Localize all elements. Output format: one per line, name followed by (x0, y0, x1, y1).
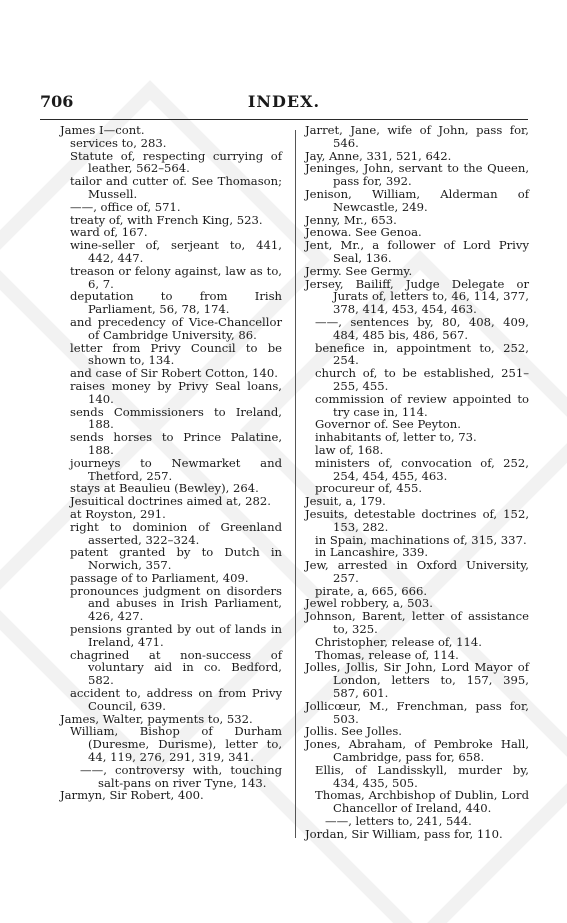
index-entry: Jarmyn, Sir Robert, 400. (60, 788, 204, 803)
index-entry: in Lancashire, 339. (315, 545, 429, 560)
index-entry: William, Bishop of Durham (Duresme, Durisme), letter to, 44, 119, 276, 291, 319, 341. (70, 724, 282, 765)
index-entry: Jent, Mr., a follower of Lord Privy Seal, 136. (305, 238, 529, 265)
index-entry: Jordan, Sir William, pass for, 110. (305, 826, 503, 841)
index-entry: Jeninges, John, servant to the Queen, pass for, 392. (305, 161, 529, 189)
index-entry: Jolles, Jollis, Sir John, Lord Mayor of London, letters to, 157, 395, 587, 601. (305, 660, 529, 701)
index-entry: deputation to from Irish Parliament, 56, 78, 174. (70, 289, 282, 317)
index-entry: passage of to Parliament, 409. (70, 570, 249, 585)
index-entry: benefice in, appointment to, 252, 254. (315, 340, 529, 368)
index-entry: raises money by Privy Seal loans, 140. (70, 378, 282, 406)
index-entry: wine-seller of, serjeant to, 441, 442, 447. (70, 238, 282, 265)
index-entry: Jenison, William, Alderman of Newcastle, 249. (305, 186, 529, 214)
index-entry: Thomas, Archbishop of Dublin, Lord Chancellor of Ireland, 440. (315, 788, 529, 816)
header-rule (40, 119, 528, 120)
page-title: INDEX. (247, 92, 321, 111)
index-entry: and case of Sir Robert Cotton, 140. (70, 366, 278, 381)
index-entry: Jay, Anne, 331, 521, 642. (305, 148, 452, 163)
index-entry: inhabitants of, letter to, 73. (315, 430, 477, 445)
index-entry: pirate, a, 665, 666. (315, 583, 428, 598)
page-header (40, 92, 528, 118)
index-entry: James, Walter, payments to, 532. (60, 711, 253, 726)
index-entry: church of, to be established, 251–255, 455. (315, 366, 529, 393)
index-entry: ward of, 167. (70, 225, 148, 240)
index-entry: Statute of, respecting currying of leather, 562–564. (70, 148, 282, 176)
index-entry: Christopher, release of, 114. (315, 634, 482, 649)
index-entry: right to dominion of Greenland asserted, 322–324. (70, 519, 282, 547)
index-entry: pensions granted by out of lands in Ireland, 471. (70, 622, 282, 649)
index-column-right (305, 124, 529, 841)
index-entry: Jermy. See Germy. (305, 263, 413, 278)
index-entry: stays at Beaulieu (Bewley), 264. (70, 481, 259, 496)
index-entry: law of, 168. (315, 442, 384, 457)
index-entry: Governor of. See Peyton. (315, 417, 461, 432)
index-entry: Jenowa. See Genoa. (305, 225, 422, 240)
index-entry: treaty of, with French King, 523. (70, 212, 263, 227)
index-entry: Jewel robbery, a, 503. (305, 596, 433, 611)
index-entry: journeys to Newmarket and Thetford, 257. (70, 455, 282, 483)
index-entry: pronounces judgment on disorders and abuses in Irish Parliament, 426, 427. (70, 583, 282, 624)
index-entry: ministers of, convocation of, 252, 254, 454, 455, 463. (315, 455, 529, 483)
index-entry: in Spain, machinations of, 315, 337. (315, 532, 527, 547)
index-entry: Jew, arrested in Oxford University, 257. (305, 558, 529, 585)
index-entry: Jollis. See Jolles. (305, 724, 402, 739)
index-entry: sends horses to Prince Palatine, 188. (70, 430, 282, 457)
index-entry: chagrined at non-success of voluntary aid in co. Bedford, 582. (70, 647, 282, 688)
index-entry: Jesuits, detestable doctrines of, 152, 153, 282. (305, 506, 529, 534)
index-entry: treason or felony against, law as to, 6, 7. (70, 263, 282, 291)
column-divider (295, 130, 296, 838)
index-entry: Jersey, Bailiff, Judge Delegate or Jurats of, letters to, 46, 114, 377, 378, 414, 453, 454, 463. (305, 276, 529, 317)
index-entry: ——, letters to, 241, 544. (325, 814, 472, 829)
index-entry: ——, sentences by, 80, 408, 409, 484, 485 bis, 486, 567. (315, 314, 529, 342)
index-entry: ——, office of, 571. (70, 199, 181, 214)
index-entry: tailor and cutter of. See Thomason; Mussell. (70, 174, 282, 201)
index-column-left (60, 124, 282, 802)
index-entry: Jesuitical doctrines aimed at, 282. (70, 494, 271, 509)
index-entry: and precedency of Vice-Chancellor of Cambridge University, 86. (70, 314, 282, 342)
index-entry: services to, 283. (70, 135, 167, 150)
index-entry: Jenny, Mr., 653. (305, 212, 397, 227)
index-entry: Jesuit, a, 179. (305, 494, 386, 509)
index-entry: sends Commissioners to Ireland, 188. (70, 404, 282, 432)
index-entry: procureur of, 455. (315, 481, 423, 496)
index-entry: Johnson, Barent, letter of assistance to, 325. (305, 609, 529, 637)
index-entry: Ellis, of Landisskyll, murder by, 434, 435, 505. (315, 762, 529, 790)
index-entry: James I—cont. (60, 123, 145, 137)
page-number: 706 (40, 92, 74, 111)
index-entry: commission of review appointed to try case in, 114. (315, 391, 529, 419)
index-entry: Jarret, Jane, wife of John, pass for, 546. (305, 123, 529, 150)
index-entry: Thomas, release of, 114. (315, 647, 459, 662)
index-entry: accident to, address on from Privy Council, 639. (70, 686, 282, 713)
index-entry: Jollicœur, M., Frenchman, pass for, 503. (305, 698, 529, 726)
index-entry: at Royston, 291. (70, 506, 166, 521)
index-entry: Jones, Abraham, of Pembroke Hall, Cambridge, pass for, 658. (305, 737, 529, 765)
index-entry: ——, controversy with, touching salt-pans on river Tyne, 143. (80, 762, 282, 790)
index-entry: letter from Privy Council to be shown to, 134. (70, 340, 282, 368)
index-entry: patent granted by to Dutch in Norwich, 357. (70, 545, 282, 573)
